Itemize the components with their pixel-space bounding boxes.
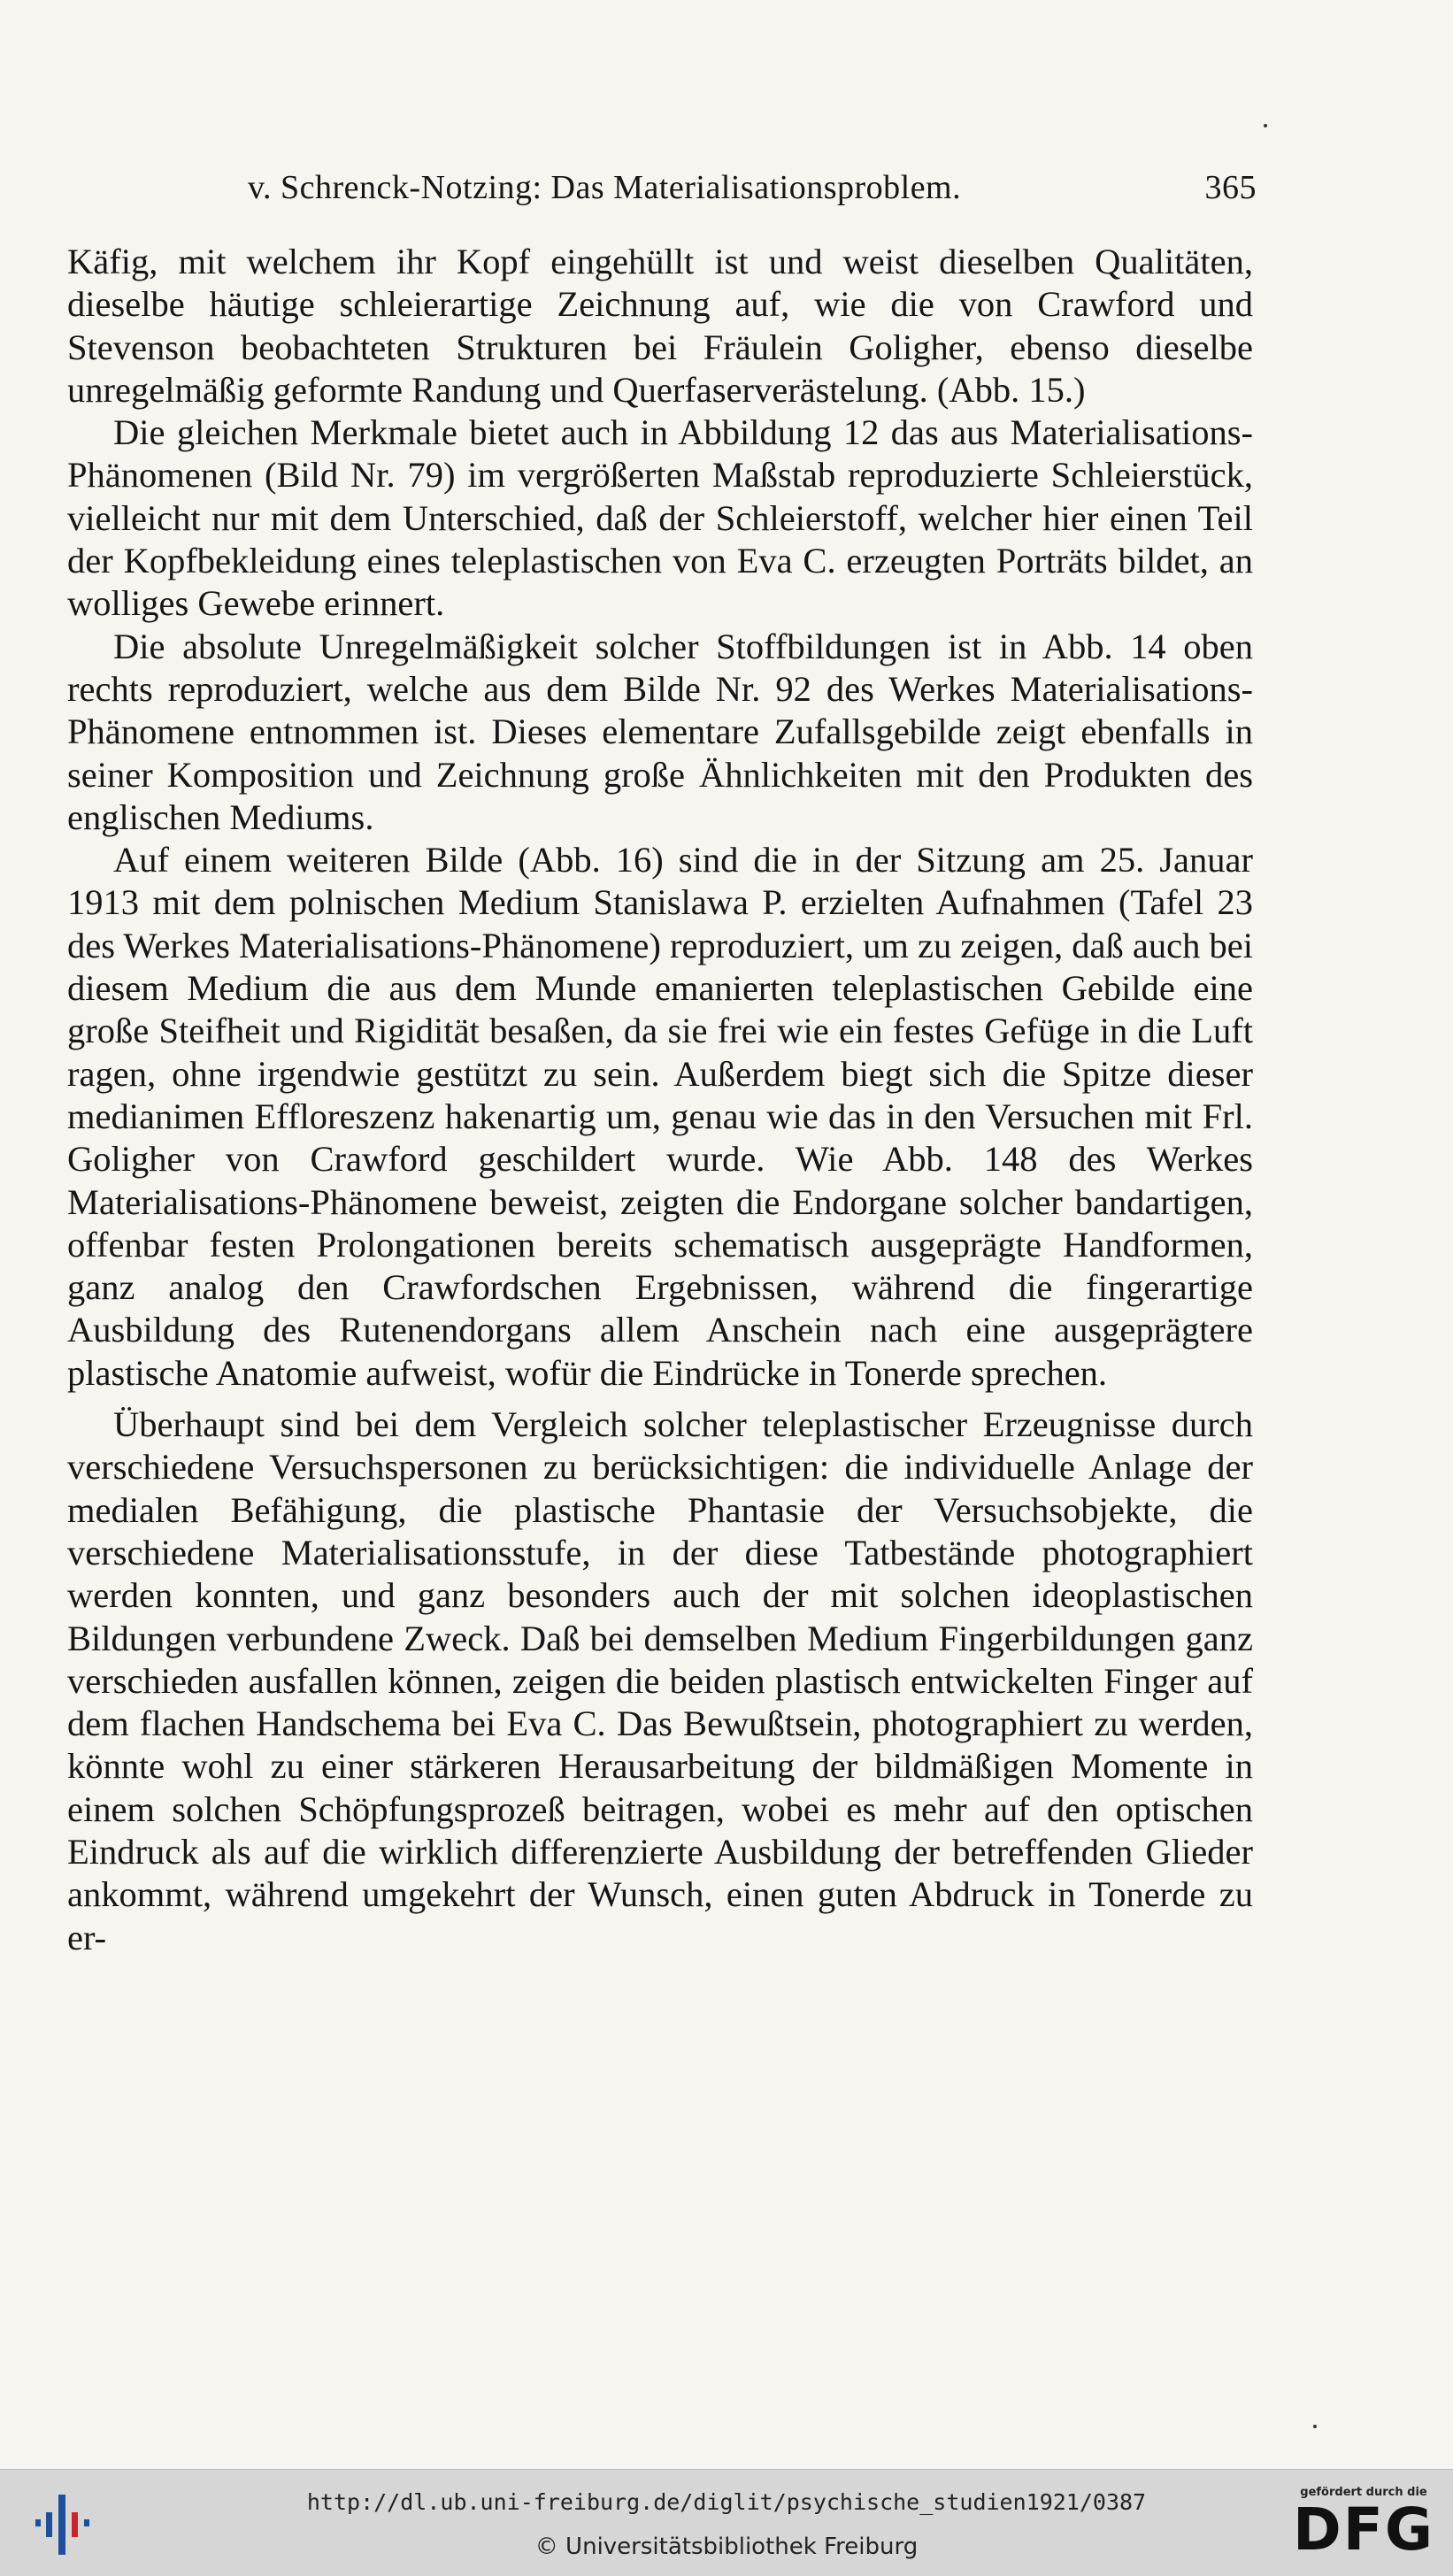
page-number: 365 [1204,169,1257,206]
paragraph-2: Die gleichen Merkmale bietet auch in Abbildung 12 das aus Materialisations-Phänomenen (Bild Nr. 79) im vergrößerten Maßstab reproduzierte Schleierstück, vielleicht nur mit dem Unterschied, daß der Schleierstoff, welcher hier einen Teil der Kopfbekleidung eines teleplastischen von Eva C. erzeugten Porträts bildet, an wolliges Gewebe erinnert. [67,412,1253,624]
dfg-wordmark: DFG [1292,2495,1435,2564]
paragraph-5: Überhaupt sind bei dem Vergleich solcher teleplastischer Erzeugnisse durch verschiedene Versuchspersonen zu berücksichtigen: die individuelle Anlage der medialen Befähigung, die plastische Phantasie der Versuchsobjekte, die verschiedene Materialisationsstufe, in der diese Tatbestände photographiert werden konnten, und ganz besonders auch der mit solchen ideoplastischen Bildungen verbundene Zweck. Daß bei demselben Medium Fingerbildungen ganz verschieden ausfallen können, zeigen die beiden plastisch entwickelten Finger auf dem flachen Handschema bei Eva C. Das Bewußtsein, photographiert zu werden, könnte wohl zu einer stärkeren Herausarbeitung der bildmäßigen Momente in einem solchen Schöpfungsprozeß beitragen, wobei es mehr auf den optischen Eindruck als auf die wirklich differenzierte Ausbildung der betreffenden Glieder ankommt, während umgekehrt der Wunsch, einen guten Abdruck in Tonerde zu er- [67,1404,1253,1957]
footer-bar [0,2469,1453,2576]
paragraph-4: Auf einem weiteren Bilde (Abb. 16) sind die in der Sitzung am 25. Januar 1913 mit dem polnischen Medium Stanislawa P. erzielten Aufnahmen (Tafel 23 des Werkes Materialisations-Phänomene) reproduziert, um zu zeigen, daß auch bei diesem Medium die aus dem Munde emanierten teleplastischen Gebilde eine große Steifheit und Rigidität besaßen, da sie frei wie ein festes Gefüge in die Luft ragen, ohne irgendwie gestützt zu sein. Außerdem biegt sich die Spitze dieser medianimen Effloreszenz hakenartig um, genau wie das in den Versuchen mit Frl. Goligher von Crawford geschildert wurde. Wie Abb. 148 des Werkes Materialisations-Phänomene beweist, zeigten die Endorgane solcher bandartigen, offenbar festen Prolongationen bereits schematisch ausgeprägte Handformen, ganz analog den Crawfordschen Ergebnissen, während die fingerartige Ausbildung des Rutenendorgans allem Anschein nach eine ausgeprägtere plastische Anatomie aufweist, wofür die Eindrücke in Tonerde sprechen. [67,840,1253,1393]
scan-speck [1313,2425,1317,2428]
paragraph-1: Käfig, mit welchem ihr Kopf eingehüllt ist und weist dieselben Qualitäten, dieselbe häutige schleierartige Zeichnung auf, wie die von Crawford und Stevenson beobachteten Strukturen bei Fräulein Goligher, ebenso dieselbe unregelmäßig geformte Randung und Querfaserverästelung. (Abb. 15.) [67,242,1253,410]
body-text [67,241,1253,1959]
scan-speck [1264,124,1267,127]
footer-copyright: © Universitätsbibliothek Freiburg [534,2534,919,2560]
dfg-logo-icon [1288,2486,1439,2567]
dfg-funded-label: gefördert durch die [1300,2486,1427,2499]
running-title: v. Schrenck-Notzing: Das Materialisationsproblem. [248,169,962,206]
paragraph-3: Die absolute Unregelmäßigkeit solcher Stoffbildungen ist in Abb. 14 oben rechts reproduziert, welche aus dem Bilde Nr. 92 des Werkes Materialisations-Phänomene entnommen ist. Dieses elementare Zufallsgebilde zeigt ebenfalls in seiner Komposition und Zeichnung große Ähnlichkeiten mit den Produkten des englischen Mediums. [67,626,1253,837]
footer-url[interactable]: http://dl.ub.uni-freiburg.de/diglit/psychische_studien1921/0387 [306,2489,1147,2515]
